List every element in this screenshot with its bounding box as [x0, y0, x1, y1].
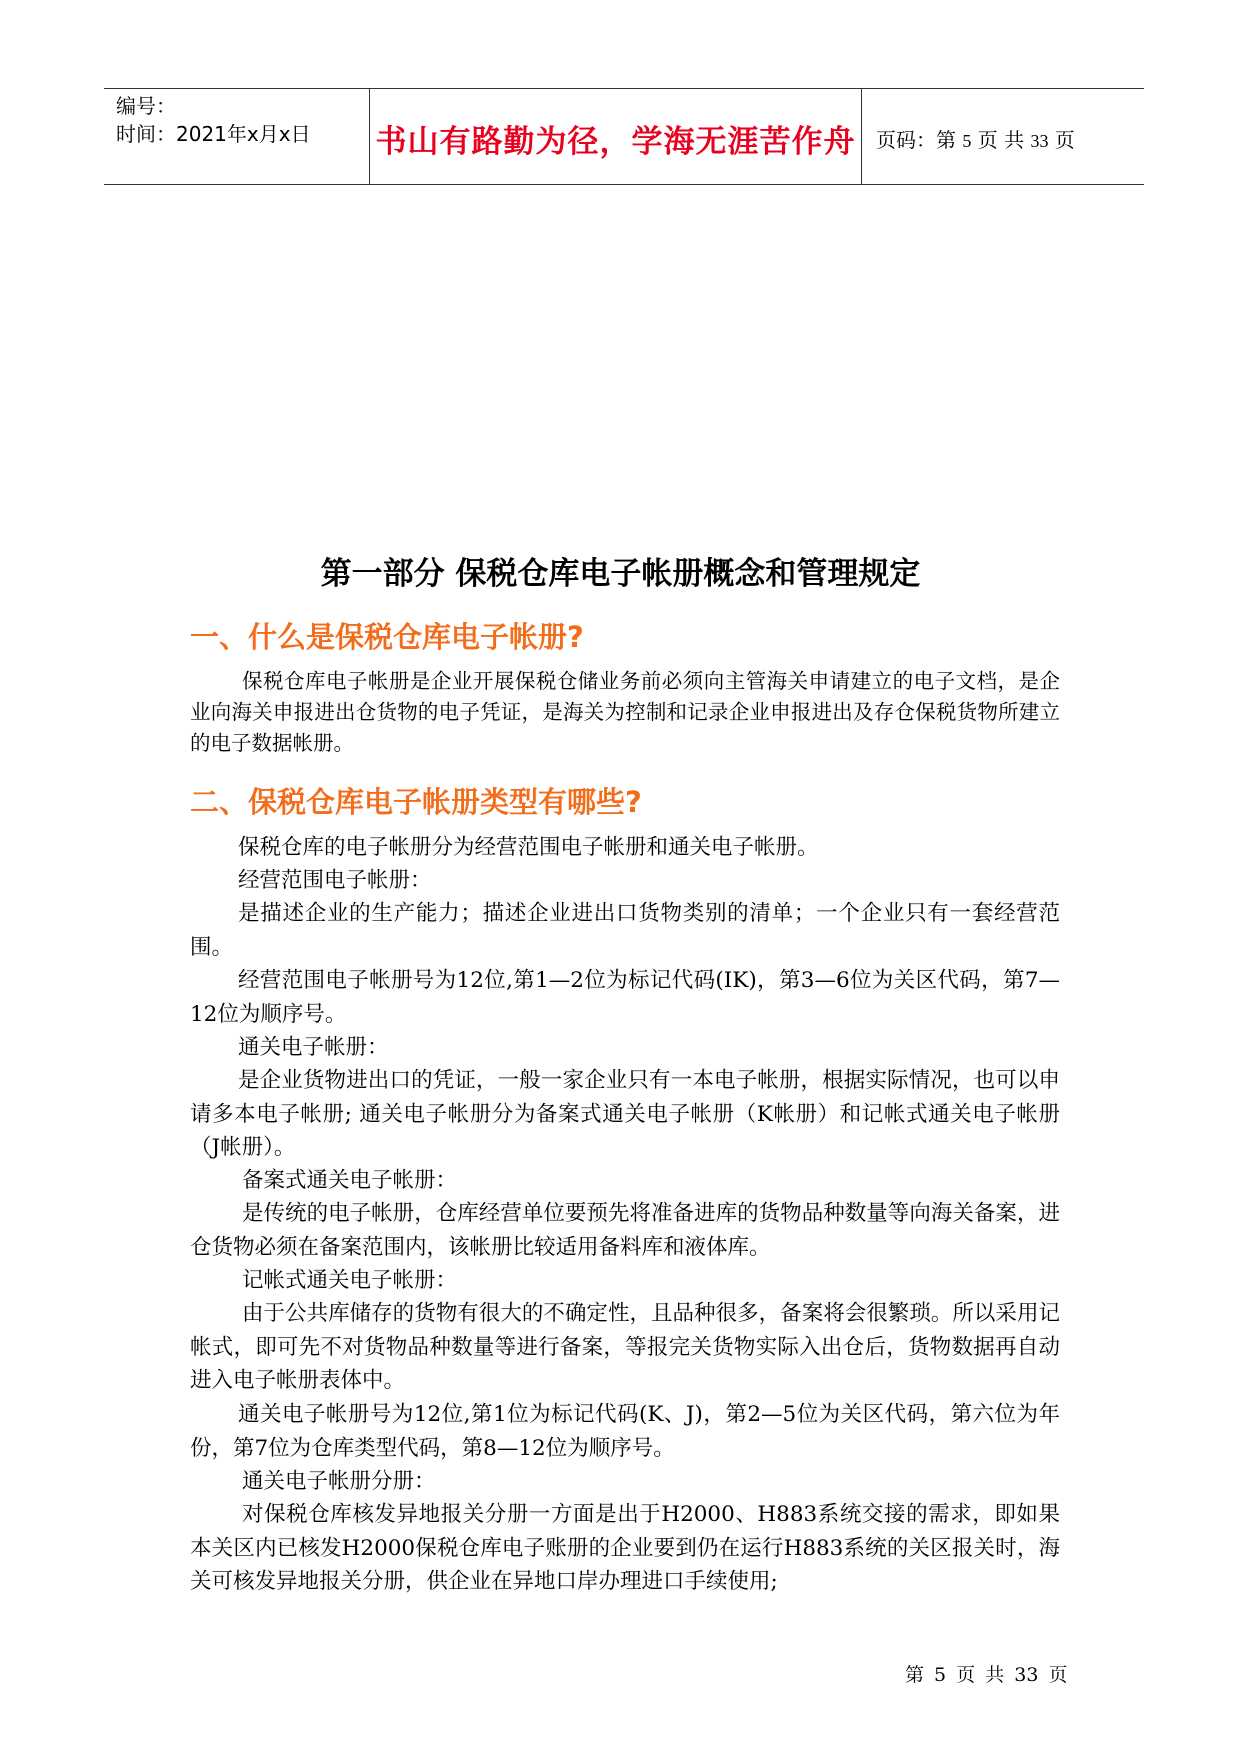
paragraph: 是传统的电子帐册，仓库经营单位要预先将准备进库的货物品种数量等向海关备案，进仓货物必须在备案范围内，该帐册比较适用备料库和液体库。	[190, 1201, 1060, 1260]
section-1-heading: 一、什么是保税仓库电子帐册?	[190, 620, 584, 654]
paragraph: 由于公共库储存的货物有很大的不确定性，且品种很多，备案将会很繁琐。所以采用记帐式，即可先不对货物品种数量等进行备案，等报完关货物实际入出仓后，货物数据再自动进入电子帐册表体中。	[190, 1301, 1060, 1393]
time-label: 时间：2021年x月x日	[116, 122, 311, 146]
page-number: 5	[962, 131, 972, 151]
paragraph: 经营范围电子帐册号为12位,第1—2位为标记代码(IK)，第3—6位为关区代码，第7—12位为顺序号。	[190, 968, 1060, 1027]
page-prefix: 页码：第	[876, 128, 956, 152]
page-header	[104, 88, 1144, 185]
header-left-cell	[104, 89, 370, 184]
paragraph: 记帐式通关电子帐册：	[242, 1268, 458, 1293]
paragraph: 是描述企业的生产能力；描述企业进出口货物类别的清单；一个企业只有一套经营范围。	[190, 901, 1060, 960]
paragraph: 通关电子帐册分册：	[242, 1469, 436, 1494]
paragraph: 通关电子帐册号为12位,第1位为标记代码(K、J)，第2—5位为关区代码，第六位为年份，第7位为仓库类型代码，第8—12位为顺序号。	[190, 1402, 1060, 1461]
section-1-paragraph: 保税仓库电子帐册是企业开展保税仓储业务前必须向主管海关申请建立的电子文档，是企业向海关申报进出仓货物的电子凭证，是海关为控制和记录企业申报进出及存仓保税货物所建立的电子数据帐册。	[190, 669, 1060, 755]
paragraph: 对保税仓库核发异地报关分册一方面是出于H2000、H883系统交接的需求，即如果本关区内已核发H2000保税仓库电子账册的企业要到仍在运行H883系统的关区报关时，海关可核发异地报关分册，供企业在异地口岸办理进口手续使用;	[190, 1502, 1060, 1594]
paragraph: 经营范围电子帐册：	[238, 868, 432, 893]
paragraph: 通关电子帐册：	[238, 1035, 389, 1060]
motto: 书山有路勤为径，学海无涯苦作舟	[375, 124, 856, 160]
page-suffix: 页	[1054, 128, 1075, 152]
paragraph: 是企业货物进出口的凭证，一般一家企业只有一本电子帐册，根据实际情况，也可以申请多本电子帐册; 通关电子帐册分为备案式通关电子帐册（K帐册）和记帐式通关电子帐册（J帐册）。	[190, 1068, 1060, 1160]
paragraph: 备案式通关电子帐册：	[242, 1168, 458, 1193]
page-middle: 页 共	[977, 128, 1025, 152]
header-right-cell	[862, 89, 1144, 184]
paragraph: 保税仓库的电子帐册分为经营范围电子帐册和通关电子帐册。	[238, 835, 819, 860]
page-info	[876, 124, 1075, 153]
page-total: 33	[1030, 131, 1049, 151]
page-footer: 第 5 页 共 33 页	[905, 1664, 1068, 1686]
header-middle-cell	[370, 89, 862, 184]
section-2-heading: 二、保税仓库电子帐册类型有哪些?	[190, 785, 642, 819]
document-title: 第一部分 保税仓库电子帐册概念和管理规定	[320, 556, 921, 592]
number-label: 编号：	[116, 94, 176, 118]
